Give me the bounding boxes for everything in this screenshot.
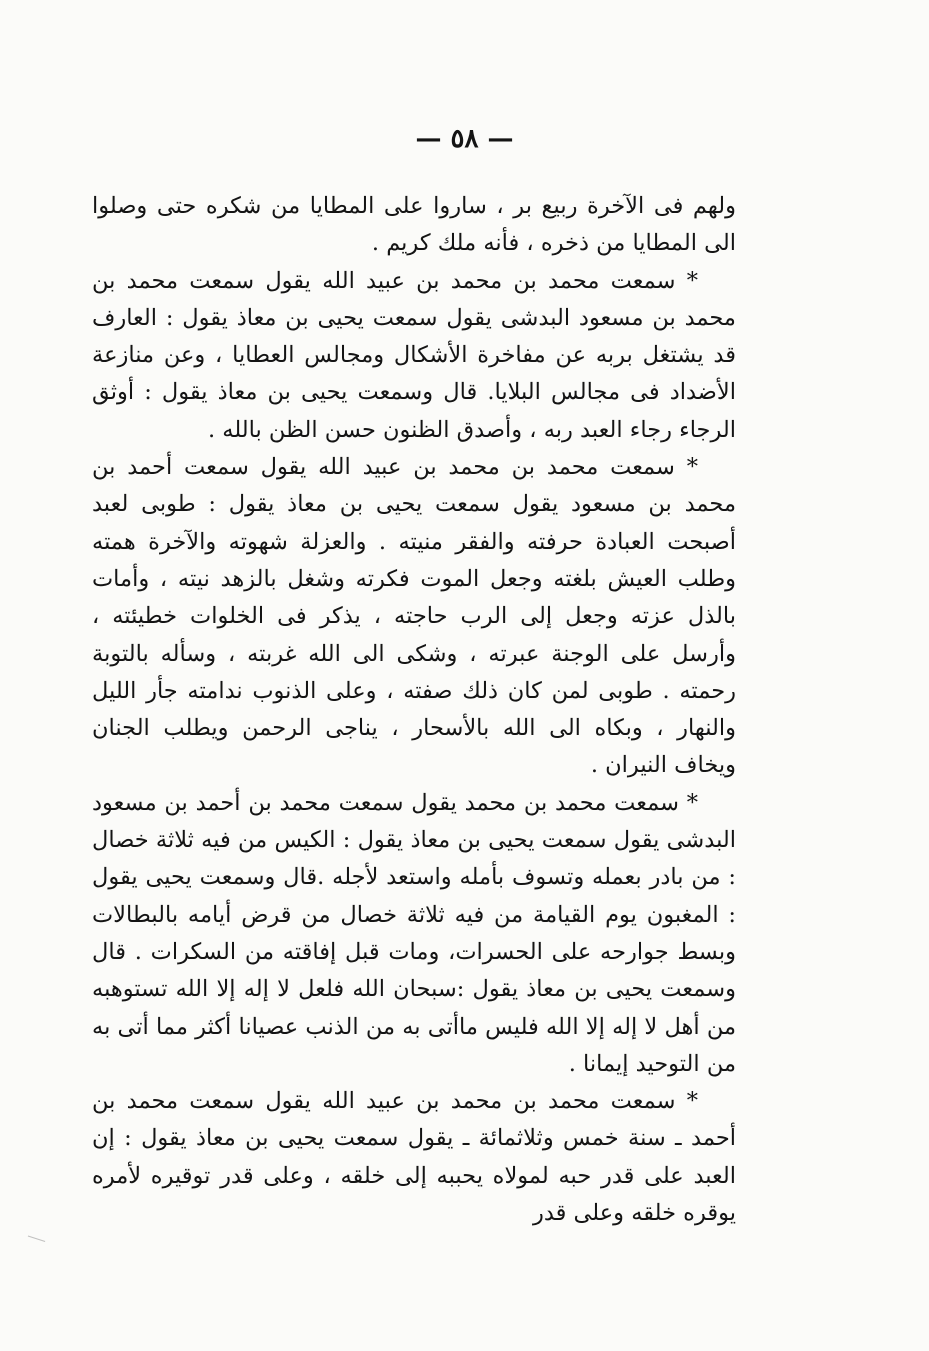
scan-mark <box>25 1235 46 1251</box>
paragraph-2: * سمعت محمد بن محمد بن عبيد الله يقول سمعت محمد بن محمد بن مسعود البدشى يقول سمعت يحيى بن معاذ يقول : العارف قد يشتغل بربه عن مفاخرة الأشكال ومجالس العطايا ، وعن منازعة الأضداد فى مجالس البلايا. قال وسمعت يحيى بن معاذ يقول : أوثق الرجاء رجاء العبد ربه ، وأصدق الظنون حسن الظن بالله . <box>92 267 736 443</box>
paragraph-4: * سمعت محمد بن محمد يقول سمعت محمد بن أحمد بن مسعود البدشى يقول سمعت يحيى بن معاذ يقول : الكيس من فيه ثلاثة خصال : من بادر بعمله وتسوف بأمله واستعد لأجله .قال وسمعت يحيى يقول : المغبون يوم القيامة من فيه ثلاثة خصال من قرض أيامه بالبطالات وبسط جوارحه على الحسرات، ومات قبل إفاقته من السكرات . قال وسمعت يحيى بن معاذ يقول :سبحان الله فلعل لا إله إلا الله تستوهبه من أهل لا إله إلا الله فليس ماأتى به من الذنب عصيانا أكثر مما أتى به من التوحيد إيمانا . <box>92 789 736 1077</box>
paragraph-3: * سمعت محمد بن محمد بن عبيد الله يقول سمعت أحمد بن محمد بن مسعود يقول سمعت يحيى بن معاذ يقول : طوبى لعبد أصبحت العبادة حرفته والفقر منيته . والعزلة شهوته والآخرة همته وطلب العيش بلغته وجعل الموت فكرته وشغل بالزهد نيته ، وأمات بالذل عزته وجعل إلى الرب حاجته ، يذكر فى الخلوات خطيئته ، وأرسل على الوجنة عبرته ، وشكى الى الله غربته ، وسأله بالتوبة رحمته . طوبى لمن كان ذلك صفته ، وعلى الذنوب ندامته جأر الليل والنهار ، وبكاه الى الله بالأسحار ، يناجى الرحمن ويطلب الجنان ويخاف النيران . <box>92 454 736 779</box>
body-text <box>92 188 736 1232</box>
paragraph-5: * سمعت محمد بن محمد بن عبيد الله يقول سمعت محمد بن أحمد ـ سنة خمس وثلاثمائة ـ يقول سمعت يحيى بن معاذ يقول : إن العبد على قدر حبه لمولاه يحببه إلى خلقه ، وعلى قدر توقيره لأمره يوقره خلقه وعلى قدر <box>92 1088 736 1227</box>
page-number: — ٥٨ — <box>415 124 514 154</box>
paragraph-1: ولهم فى الآخرة ربيع بر ، ساروا على المطايا من شكره حتى وصلوا الى المطايا من ذخره ، فأنه ملك كريم . <box>92 193 736 257</box>
